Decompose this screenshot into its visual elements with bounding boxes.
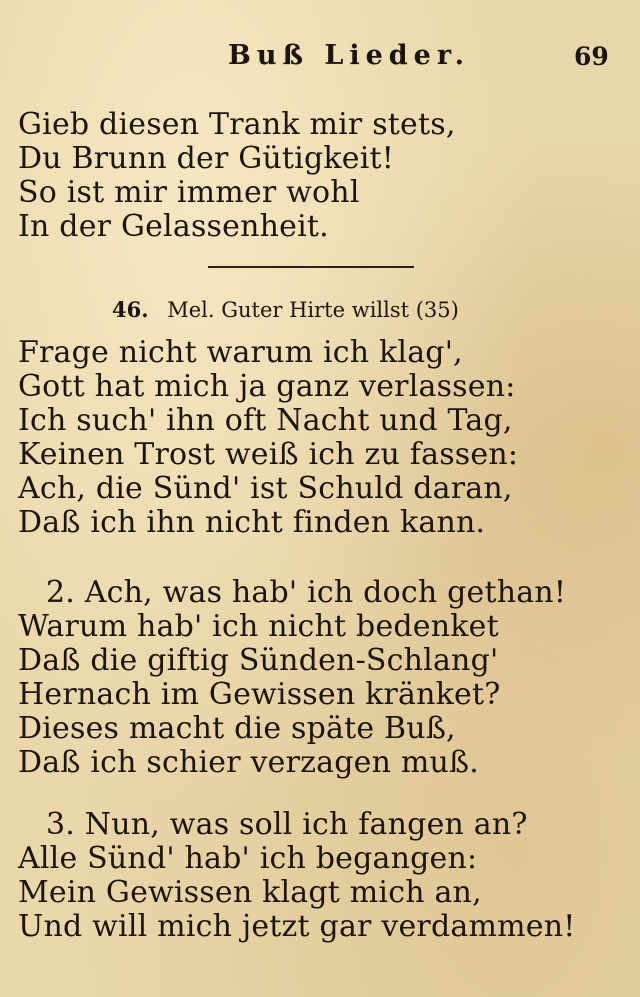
verse-line: So ist mir immer wohl (18, 175, 360, 210)
page-number: 69 (574, 42, 609, 71)
verse-line: Daß die giftig Sünden-Schlang' (18, 643, 499, 678)
verse-line: Dieses macht die späte Buß, (18, 711, 456, 746)
verse-line: Du Brunn der Gütigkeit! (18, 141, 395, 176)
verse-line: Ach, die Sünd' ist Schuld daran, (18, 471, 513, 506)
verse-line: Gott hat mich ja ganz verlassen: (18, 369, 516, 404)
hymn-header (112, 297, 459, 322)
verse-line: Warum hab' ich nicht bedenket (18, 609, 499, 644)
stanza-1 (18, 336, 518, 540)
verse-line: 3. Nun, was soll ich fangen an? (46, 807, 528, 842)
stanza-3 (18, 808, 575, 944)
verse-line: Mein Gewissen klagt mich an, (18, 875, 482, 910)
section-divider (208, 266, 414, 268)
melody-reference: Mel. Guter Hirte willst (35) (167, 298, 459, 322)
verse-line: Und will mich jetzt gar verdammen! (18, 909, 576, 944)
verse-line: Daß ich ihn nicht finden kann. (18, 505, 486, 540)
verse-line: Keinen Trost weiß ich zu fassen: (18, 437, 519, 472)
hymn-number: 46. (112, 297, 149, 322)
verse-line: In der Gelassenheit. (18, 209, 329, 244)
verse-line: 2. Ach, was hab' ich doch gethan! (46, 575, 567, 610)
verse-line: Hernach im Gewissen kränket? (18, 677, 501, 712)
verse-line: Gieb diesen Trank mir stets, (18, 107, 456, 142)
stanza-continued (18, 108, 456, 244)
running-title: Buß Lieder. (228, 40, 470, 71)
verse-line: Daß ich schier verzagen muß. (18, 745, 480, 780)
verse-line: Ich such' ihn oft Nacht und Tag, (18, 403, 513, 438)
verse-line: Frage nicht warum ich klag', (18, 335, 463, 370)
running-head (0, 40, 640, 80)
verse-line: Alle Sünd' hab' ich begangen: (18, 841, 478, 876)
stanza-2 (18, 576, 566, 780)
